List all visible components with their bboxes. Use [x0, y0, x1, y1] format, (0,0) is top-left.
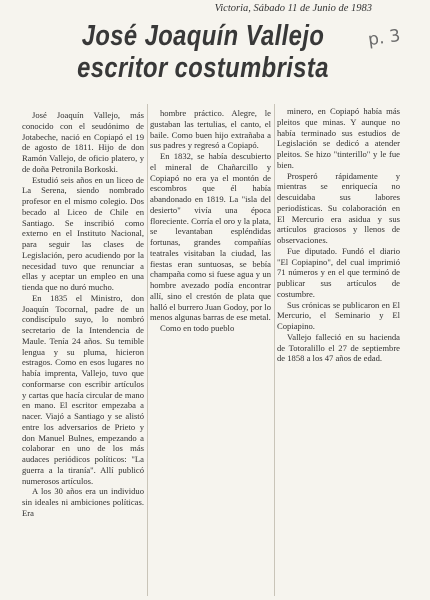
- paragraph: Estudió seis años en un liceo de La Serena, siendo nombrado profesor en el mismo colegio. Dos becado al Liceo de Chile en Santiago. Se inscribió como externo en el Instituto Nacional, para seguir las clases de Legislación, pero acudiendo por la necesidad tuvo que renunciar a ellas y aceptar un empleo en una tienda que no duró mucho.: [22, 174, 144, 292]
- paragraph: hombre práctico. Alegre, le gustaban las tertulias, el canto, el baile. Como buen hijo extrañaba a sus padres y regresó a Copiapó.: [150, 108, 271, 151]
- headline: [68, 20, 339, 84]
- handwritten-page-note: p. 3: [366, 25, 402, 51]
- paragraph: Sus crónicas se publicaron en El Mercurio, el Seminario y El Copiapino.: [277, 299, 400, 331]
- paragraph: A los 30 años era un individuo sin ideales ni ambiciones políticas. Era: [22, 486, 144, 518]
- article-column-2: [150, 108, 271, 594]
- paragraph: Vallejo falleció en su hacienda de Totoralillo el 27 de septiembre de 1858 a los 47 años de edad.: [277, 331, 400, 364]
- paragraph: minero, en Copiapó había más pleitos que minas. Y aunque no había terminado sus estudios de Legislación se dedicó a atender pleitos. Se hizo "tinterillo" y le fue bien.: [277, 106, 400, 170]
- paragraph: En 1832, se había descubierto el mineral de Chañarcillo y Copiapó no era ya el montón de escombros que él había abandonado en 1819. La "isla del desierto" vivía una época floreciente. Corría el oro y la plata, se levantaban espléndidas fortunas, grandes compañías teatrales visitaban la ciudad, las fiestas eran suntuosas, se bebía champaña como si fuese agua y un hombre avezado podía encontrar allí, sino el crestón de plata que halló el burrero Juan Godoy, por lo menos algunas barras de ese metal.: [150, 151, 271, 323]
- headline-line-1: José Joaquín Vallejo: [81, 20, 325, 52]
- article-column-1: [22, 110, 144, 596]
- headline-line-2: escritor costumbrista: [77, 52, 329, 84]
- paragraph: Fue diputado. Fundó el diario "El Copiapino", del cual imprimió 71 números y en el que terminó de publicar sus artículos de costumbre.: [277, 245, 400, 299]
- paragraph: Prosperó rápidamente y mientras se enriquecía no descuidaba sus labores periodísticas. Su colaboración en El Mercurio era asidua y sus artículos graciosos y llenos de observaciones.: [277, 170, 400, 245]
- article-column-3: [277, 106, 400, 592]
- dateline: Victoria, Sábado 11 de Junio de 1983: [214, 3, 372, 14]
- paragraph: En 1835 el Ministro, don Joaquín Tocornal, padre de un condiscípulo suyo, lo nombró secretario de la Intendencia de Maule. Tenía 24 años. Su temible lengua y su pluma, hicieron estragos. Como en esos lugares no había imprenta, Vallejo, tuvo que conformarse con escribir artículos y cartas que hacía circular de mano en mano. El escritor empezaba a nacer. Viajó a Santiago y se alistó entre los adversarios de Prieto y don Manuel Bulnes, empezando a colaborar en uno de los más audaces periódicos políticos: "La guerra a la tiranía". Allí publicó numerosos artículos.: [22, 292, 144, 486]
- paragraph: José Joaquín Vallejo, más conocido con el seudónimo de Jotabeche, nació en Copiapó el 19 de agosto de 1811. Hijo de don Ramón Vallejo, de oficio platero, y de doña Petronila Borkoski.: [22, 110, 144, 174]
- paragraph: Como en todo pueblo: [160, 323, 235, 333]
- article-body: [22, 106, 400, 596]
